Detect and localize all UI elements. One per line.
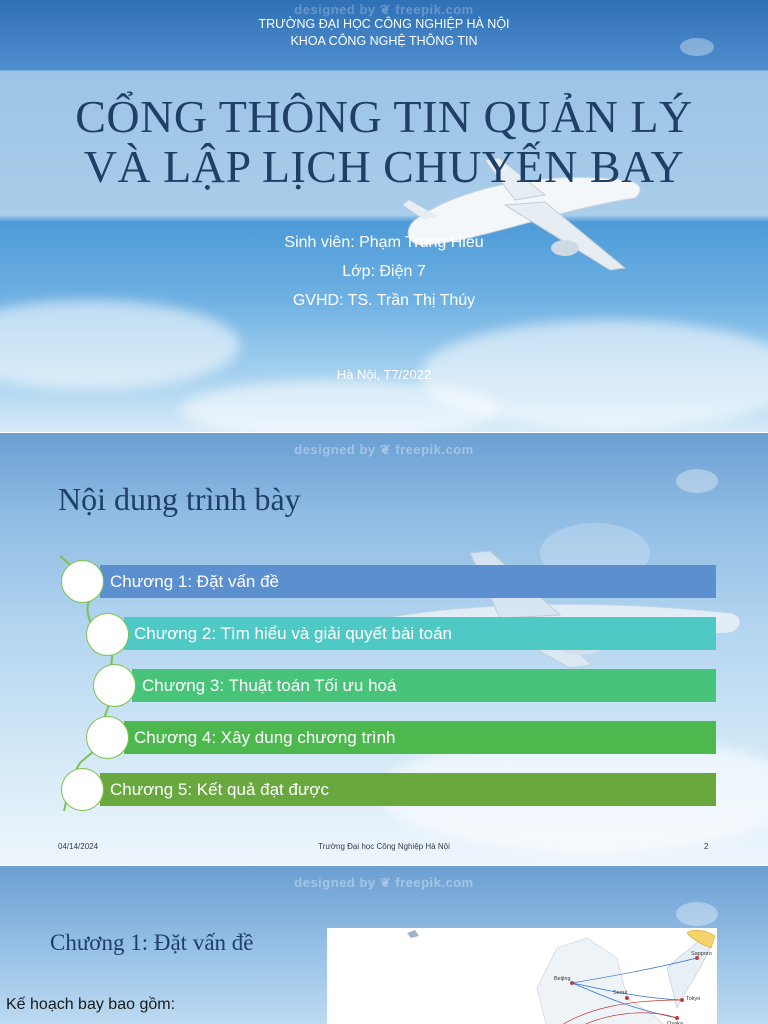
- flight-plan-intro: Kế hoạch bay bao gồm:: [6, 996, 176, 1013]
- chapter-5-label: Chương 5: Kết quả đạt được: [110, 780, 329, 799]
- chapter-2-label: Chương 2: Tìm hiểu và giải quyết bài toán: [134, 624, 453, 643]
- chapter-1-slide: [0, 866, 768, 1024]
- map-label-seoul: Seoul: [613, 990, 628, 996]
- title-line-1: CỔNG THÔNG TIN QUẢN LÝ: [75, 91, 693, 142]
- route-map-graphic: [327, 928, 717, 1024]
- chapter-3-bullet-circle: [93, 664, 136, 707]
- chapter-1-heading: Chương 1: Đặt vấn đề: [50, 930, 254, 955]
- footer-page-number: 2: [704, 842, 709, 851]
- chapter-3-item[interactable]: [132, 669, 716, 702]
- student-name: Sinh viên: Phạm Trung Hiếu: [284, 234, 484, 251]
- title-slide: [0, 0, 768, 432]
- footer-date: 04/14/2024: [58, 842, 99, 851]
- presenter-info: [0, 228, 768, 315]
- university-header: [0, 16, 768, 50]
- flight-route-map: [327, 928, 717, 1024]
- chapter-4-bullet-circle: [86, 716, 129, 759]
- title-line-2: VÀ LẬP LỊCH CHUYẾN BAY: [83, 141, 685, 192]
- bubble: [676, 902, 718, 926]
- chapter-4-item[interactable]: [124, 721, 716, 754]
- map-label-osaka: Osaka: [667, 1021, 683, 1024]
- chapter-4-label: Chương 4: Xây dung chương trình: [134, 728, 396, 747]
- faculty-name: KHOA CÔNG NGHỆ THÔNG TIN: [290, 34, 478, 48]
- chapter-5-bullet-circle: [61, 768, 104, 811]
- presentation-title: [0, 92, 768, 192]
- watermark-text: designed by ❦ freepik.com: [294, 875, 474, 890]
- map-label-tokyo: Tokyo: [686, 996, 701, 1002]
- toc-heading: Nội dung trình bày: [58, 481, 301, 517]
- university-name: TRƯỜNG ĐẠI HỌC CÔNG NGHIỆP HÀ NỘI: [258, 17, 510, 31]
- watermark-text: designed by ❦ freepik.com: [294, 442, 474, 457]
- chapter-3-label: Chương 3: Thuật toán Tối ưu hoá: [142, 676, 397, 695]
- presentation-date: Hà Nội, T7/2022: [336, 367, 432, 382]
- advisor-name: GVHD: TS. Trần Thị Thúy: [292, 292, 476, 309]
- footer-institution: Trường Đại học Công Nghiệp Hà Nội: [318, 842, 450, 851]
- chapter-2-item[interactable]: [124, 617, 716, 650]
- chapter-1-item[interactable]: [100, 565, 716, 598]
- map-label-sapporo: Sapporo: [691, 951, 712, 957]
- map-label-beijing: Beijing: [554, 976, 571, 982]
- chapter-5-item[interactable]: [100, 773, 716, 806]
- chapter-2-bullet-circle: [86, 613, 129, 656]
- cloud: [180, 380, 500, 432]
- chapter-1-label: Chương 1: Đặt vấn đề: [110, 572, 280, 591]
- watermark-text: designed by ❦ freepik.com: [294, 2, 474, 17]
- class-name: Lớp: Điện 7: [342, 263, 426, 280]
- chapter-1-bullet-circle: [61, 560, 104, 603]
- toc-slide: [0, 433, 768, 865]
